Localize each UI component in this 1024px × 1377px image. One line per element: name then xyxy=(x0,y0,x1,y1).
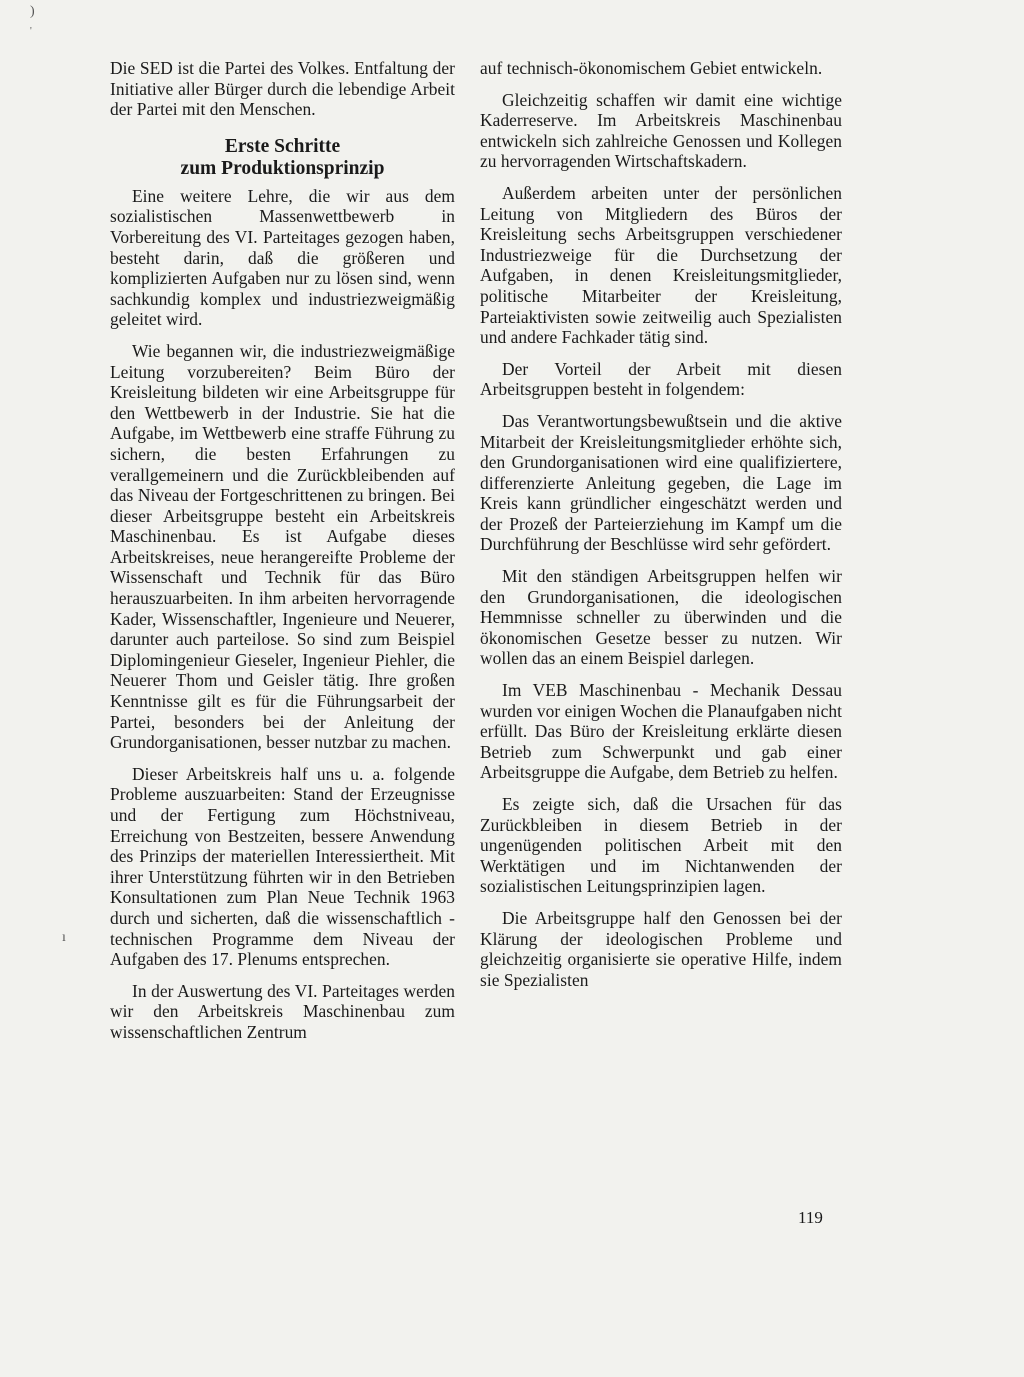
section-heading xyxy=(110,136,455,180)
paragraph: Dieser Arbeitskreis half uns u. a. folgende Probleme auszuarbeiten: Stand der Erzeugnisse und der Fertigung zum Höchstniveau, Erreichung von Bestzeiten, bessere Anwendung des Prinzips der materiellen Interessiertheit. Mit ihrer Unterstützung führten wir in den Betrieben Konsultationen zum Plan Neue Technik 1963 durch und sicherten, daß die wissenschaftlich - technischen Programme dem Niveau der Aufgaben des 17. Plenums entsprechen. xyxy=(110,763,455,970)
scan-mark: ) xyxy=(30,4,35,19)
paragraph: Die Arbeitsgruppe half den Genossen bei der Klärung der ideologischen Probleme und gleichzeitig organisierte sie operative Hilfe, indem sie Spezialisten xyxy=(480,907,842,990)
left-column xyxy=(110,58,455,1054)
paragraph: Der Vorteil der Arbeit mit diesen Arbeitsgruppen besteht in folgendem: xyxy=(480,358,842,400)
paragraph: Mit den ständigen Arbeitsgruppen helfen wir den Grundorganisationen, die ideologischen Hemmnisse schneller zu überwinden und die ökonomischen Gesetze besser zu nutzen. Wir wollen das an einem Beispiel darlegen. xyxy=(480,566,842,669)
paragraph: Außerdem arbeiten unter der persönlichen Leitung von Mitgliedern des Büros der Kreisleitung sechs Arbeitsgruppen verschiedener Industriezweige für die Durchsetzung der Aufgaben, in denen Kreisleitungsmitglieder, politische Mitarbeiter der Kreisleitung, Parteiaktivisten sowie zeitweilig auch Spezialisten und andere Fachkader tätig sind. xyxy=(480,182,842,348)
paragraph: Wie begannen wir, die industriezweigmäßige Leitung vorzubereiten? Beim Büro der Kreisleitung bildeten wir eine Arbeitsgruppe für den Wettbewerb in der Industrie. Sie hat die Aufgabe, im Wettbewerb eine straffe Führung zu sichern, die besten Erfahrungen zu verallgemeinern und die Zurückbleibenden auf das Niveau der Fortgeschrittenen zu bringen. Bei dieser Arbeitsgruppe besteht ein Arbeitskreis Maschinenbau. Es ist Aufgabe dieses Arbeitskreises, neue herangereifte Probleme der Wissenschaft und Technik für das Büro herauszuarbeiten. In ihm arbeiten hervorragende Kader, Wissenschaftler, Ingenieure und Neuerer, darunter auch parteilose. So sind zum Beispiel Diplomingenieur Gieseler, Ingenieur Piehler, die Neuerer Thom und Geisler tätig. Ihre großen Kenntnisse gilt es für die Führungsarbeit der Partei, besonders bei der Anleitung der Grundorganisationen, besser nutzbar zu machen. xyxy=(110,340,455,753)
paragraph: Das Verantwortungsbewußtsein und die aktive Mitarbeit der Kreisleitungsmitglieder erhöhte sich, den Grundorganisationen wird eine qualifiziertere, differenzierte Anleitung gegeben, die Lage im Kreis kann gründlicher eingeschätzt werden und der Prozeß der Parteierziehung im Kampf um die Durchführung der Beschlüsse wird sehr gefördert. xyxy=(480,410,842,555)
paragraph: Gleichzeitig schaffen wir damit eine wichtige Kaderreserve. Im Arbeitskreis Maschinenbau entwickeln sich zahlreiche Genossen und Kollegen zu hervorragenden Wirtschaftskadern. xyxy=(480,89,842,172)
scan-mark: ' xyxy=(30,26,32,37)
paragraph: Eine weitere Lehre, die wir aus dem sozialistischen Massenwettbewerb in Vorbereitung des VI. Parteitages gezogen haben, besteht darin, daß die größeren und komplizierten Aufgaben nur zu lösen sind, wenn sachkundig komplex und industriezweigmäßig geleitet wird. xyxy=(110,185,455,330)
heading-line-2: zum Produktionsprinzip xyxy=(180,157,385,179)
paragraph: In der Auswertung des VI. Parteitages werden wir den Arbeitskreis Maschinenbau zum wissenschaftlichen Zentrum xyxy=(110,980,455,1042)
paragraph: auf technisch-ökonomischem Gebiet entwickeln. xyxy=(480,58,823,78)
paragraph: Es zeigte sich, daß die Ursachen für das Zurückbleiben in diesem Betrieb in der ungenügenden politischen Arbeit mit den Werktätigen und im Nichtanwenden der sozialistischen Leitungsprinzipien lagen. xyxy=(480,794,842,897)
heading-line-1: Erste Schritte xyxy=(224,135,341,157)
scan-mark: ı xyxy=(62,930,66,945)
paragraph: Die SED ist die Partei des Volkes. Entfaltung der Initiative aller Bürger durch die lebendige Arbeit der Partei mit den Menschen. xyxy=(110,58,455,120)
paragraph: Im VEB Maschinenbau - Mechanik Dessau wurden vor einigen Wochen die Planaufgaben nicht erfüllt. Das Büro der Kreisleitung erklärte diesen Betrieb zum Schwerpunkt und gab einer Arbeitsgruppe die Aufgabe, dem Betrieb zu helfen. xyxy=(480,680,842,783)
page-number: 119 xyxy=(798,1208,823,1227)
right-column xyxy=(480,58,842,1001)
